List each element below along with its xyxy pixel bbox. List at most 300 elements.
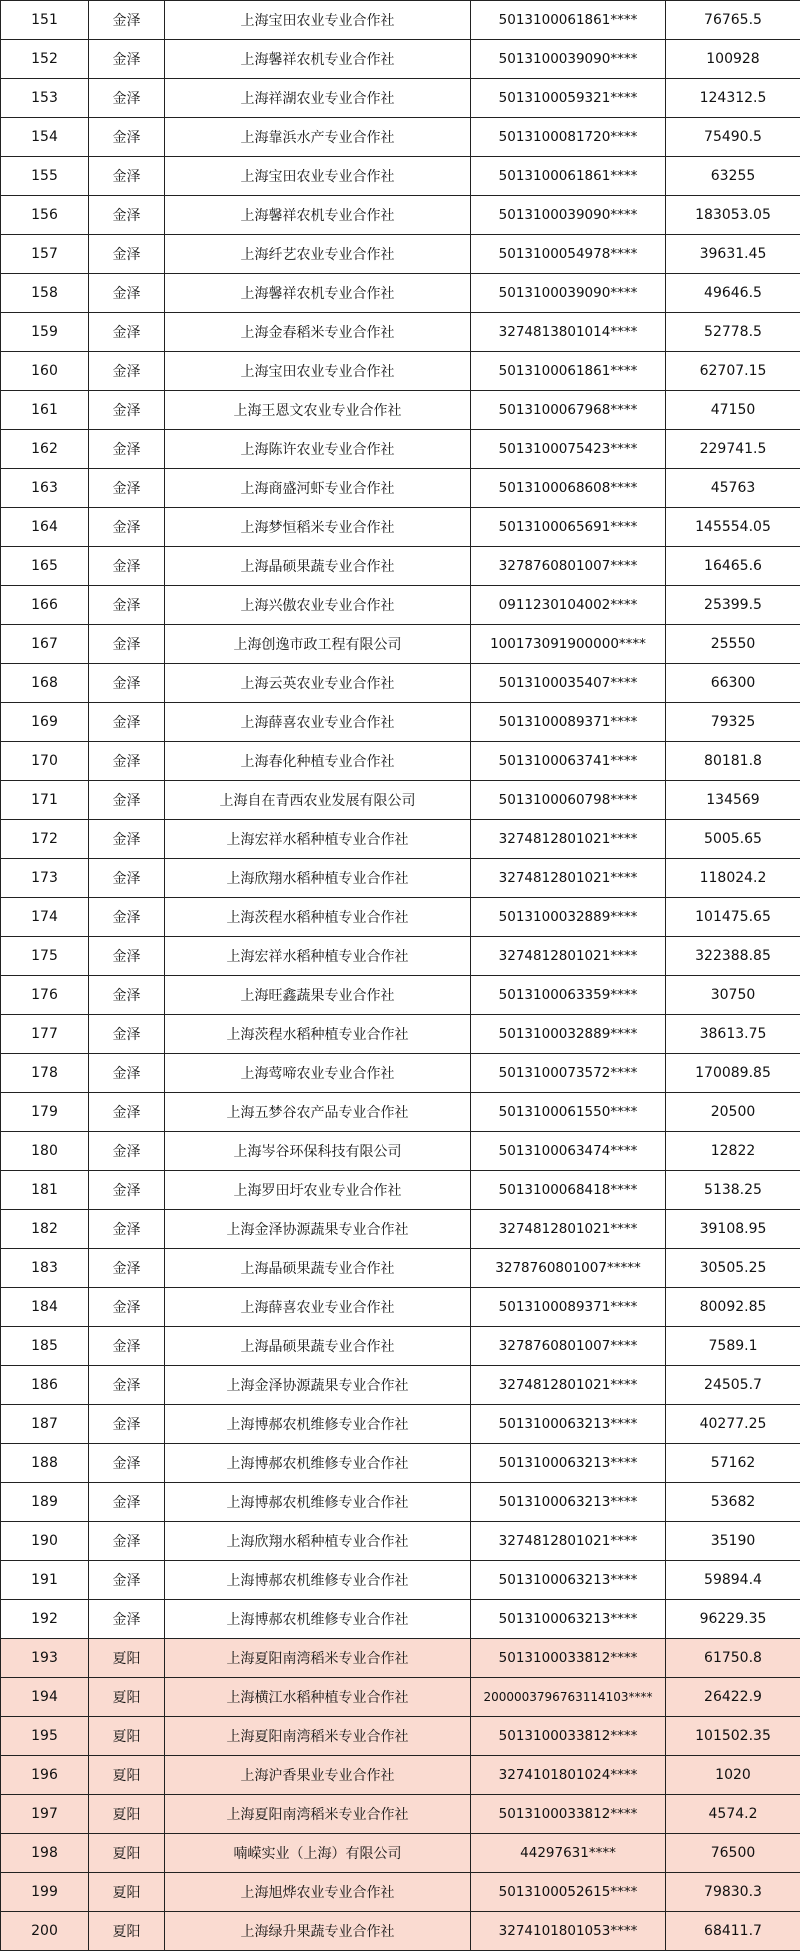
table-row (1, 391, 800, 430)
amount-cell: 68411.7 (666, 1912, 800, 1951)
organization-name-cell: 上海馨祥农机专业合作社 (165, 40, 471, 79)
town-cell: 金泽 (89, 469, 165, 508)
account-number-cell: 5013100089371**** (471, 1288, 666, 1327)
account-number-cell: 3274101801024**** (471, 1756, 666, 1795)
organization-name-cell: 上海王恩文农业专业合作社 (165, 391, 471, 430)
town-cell: 金泽 (89, 937, 165, 976)
row-number: 169 (1, 703, 89, 742)
row-number: 184 (1, 1288, 89, 1327)
town-cell: 金泽 (89, 1444, 165, 1483)
account-number-cell: 3274812801021**** (471, 1366, 666, 1405)
amount-cell: 39631.45 (666, 235, 800, 274)
table-row (1, 1912, 800, 1951)
row-number: 191 (1, 1561, 89, 1600)
organization-name-cell: 上海博郝农机维修专业合作社 (165, 1483, 471, 1522)
amount-cell: 4574.2 (666, 1795, 800, 1834)
account-number-cell: 5013100063213**** (471, 1405, 666, 1444)
town-cell: 夏阳 (89, 1678, 165, 1717)
account-number-cell: 5013100063474**** (471, 1132, 666, 1171)
organization-name-cell: 上海宏祥水稻种植专业合作社 (165, 937, 471, 976)
row-number: 174 (1, 898, 89, 937)
organization-name-cell: 上海欣翔水稻种植专业合作社 (165, 859, 471, 898)
amount-cell: 80092.85 (666, 1288, 800, 1327)
account-number-cell: 5013100063213**** (471, 1444, 666, 1483)
row-number: 175 (1, 937, 89, 976)
town-cell: 夏阳 (89, 1834, 165, 1873)
row-number: 166 (1, 586, 89, 625)
organization-name-cell: 上海商盛河虾专业合作社 (165, 469, 471, 508)
account-number-cell: 5013100059321**** (471, 79, 666, 118)
row-number: 181 (1, 1171, 89, 1210)
amount-cell: 12822 (666, 1132, 800, 1171)
row-number: 156 (1, 196, 89, 235)
table-row (1, 1483, 800, 1522)
account-number-cell: 5013100035407**** (471, 664, 666, 703)
town-cell: 夏阳 (89, 1717, 165, 1756)
table-row (1, 40, 800, 79)
account-number-cell: 5013100061861**** (471, 352, 666, 391)
amount-cell: 39108.95 (666, 1210, 800, 1249)
organization-name-cell: 上海博郝农机维修专业合作社 (165, 1561, 471, 1600)
account-number-cell: 5013100063359**** (471, 976, 666, 1015)
organization-name-cell: 上海金泽协源蔬果专业合作社 (165, 1210, 471, 1249)
amount-cell: 38613.75 (666, 1015, 800, 1054)
amount-cell: 76765.5 (666, 1, 800, 40)
organization-name-cell: 喃嵘实业（上海）有限公司 (165, 1834, 471, 1873)
account-number-cell: 5013100052615**** (471, 1873, 666, 1912)
row-number: 200 (1, 1912, 89, 1951)
amount-cell: 20500 (666, 1093, 800, 1132)
organization-name-cell: 上海博郝农机维修专业合作社 (165, 1405, 471, 1444)
town-cell: 金泽 (89, 1093, 165, 1132)
amount-cell: 63255 (666, 157, 800, 196)
table-row (1, 1756, 800, 1795)
row-number: 194 (1, 1678, 89, 1717)
town-cell: 金泽 (89, 1288, 165, 1327)
table-row (1, 664, 800, 703)
table-row (1, 1600, 800, 1639)
table-row (1, 976, 800, 1015)
town-cell: 金泽 (89, 898, 165, 937)
organization-name-cell: 上海馨祥农机专业合作社 (165, 196, 471, 235)
table-row (1, 430, 800, 469)
account-number-cell: 5013100061861**** (471, 157, 666, 196)
organization-name-cell: 上海靠浜水产专业合作社 (165, 118, 471, 157)
row-number: 186 (1, 1366, 89, 1405)
amount-cell: 62707.15 (666, 352, 800, 391)
organization-name-cell: 上海晶硕果蔬专业合作社 (165, 547, 471, 586)
organization-name-cell: 上海云英农业专业合作社 (165, 664, 471, 703)
town-cell: 金泽 (89, 430, 165, 469)
row-number: 199 (1, 1873, 89, 1912)
amount-cell: 45763 (666, 469, 800, 508)
amount-cell: 16465.6 (666, 547, 800, 586)
amount-cell: 40277.25 (666, 1405, 800, 1444)
organization-name-cell: 上海祥湖农业专业合作社 (165, 79, 471, 118)
row-number: 159 (1, 313, 89, 352)
row-number: 178 (1, 1054, 89, 1093)
amount-cell: 101475.65 (666, 898, 800, 937)
account-number-cell: 0911230104002**** (471, 586, 666, 625)
organization-name-cell: 上海旺鑫蔬果专业合作社 (165, 976, 471, 1015)
row-number: 165 (1, 547, 89, 586)
town-cell: 金泽 (89, 1249, 165, 1288)
organization-name-cell: 上海宏祥水稻种植专业合作社 (165, 820, 471, 859)
town-cell: 金泽 (89, 742, 165, 781)
table-row (1, 1717, 800, 1756)
organization-name-cell: 上海梦恒稻米专业合作社 (165, 508, 471, 547)
organization-name-cell: 上海薛喜农业专业合作社 (165, 703, 471, 742)
organization-name-cell: 上海莺啼农业专业合作社 (165, 1054, 471, 1093)
town-cell: 金泽 (89, 1405, 165, 1444)
amount-cell: 57162 (666, 1444, 800, 1483)
table-row (1, 1795, 800, 1834)
town-cell: 金泽 (89, 781, 165, 820)
row-number: 185 (1, 1327, 89, 1366)
amount-cell: 66300 (666, 664, 800, 703)
row-number: 196 (1, 1756, 89, 1795)
amount-cell: 101502.35 (666, 1717, 800, 1756)
town-cell: 金泽 (89, 1483, 165, 1522)
account-number-cell: 5013100033812**** (471, 1795, 666, 1834)
account-number-cell: 3274812801021**** (471, 1210, 666, 1249)
organization-name-cell: 上海五梦谷农产品专业合作社 (165, 1093, 471, 1132)
table-row (1, 1171, 800, 1210)
organization-name-cell: 上海绿升果蔬专业合作社 (165, 1912, 471, 1951)
town-cell: 金泽 (89, 1327, 165, 1366)
amount-cell: 35190 (666, 1522, 800, 1561)
table-row (1, 820, 800, 859)
town-cell: 金泽 (89, 235, 165, 274)
town-cell: 金泽 (89, 1171, 165, 1210)
town-cell: 金泽 (89, 1600, 165, 1639)
row-number: 168 (1, 664, 89, 703)
row-number: 163 (1, 469, 89, 508)
organization-name-cell: 上海夏阳南湾稻米专业合作社 (165, 1717, 471, 1756)
amount-cell: 79325 (666, 703, 800, 742)
amount-cell: 5138.25 (666, 1171, 800, 1210)
table-row (1, 313, 800, 352)
account-number-cell: 5013100033812**** (471, 1717, 666, 1756)
row-number: 170 (1, 742, 89, 781)
amount-cell: 7589.1 (666, 1327, 800, 1366)
account-number-cell: 5013100065691**** (471, 508, 666, 547)
account-number-cell: 3274812801021**** (471, 1522, 666, 1561)
table-row (1, 625, 800, 664)
organization-name-cell: 上海夏阳南湾稻米专业合作社 (165, 1639, 471, 1678)
town-cell: 金泽 (89, 1, 165, 40)
organization-name-cell: 上海宝田农业专业合作社 (165, 352, 471, 391)
table-row (1, 1093, 800, 1132)
amount-cell: 25399.5 (666, 586, 800, 625)
table-row (1, 703, 800, 742)
amount-cell: 75490.5 (666, 118, 800, 157)
organization-name-cell: 上海薛喜农业专业合作社 (165, 1288, 471, 1327)
account-number-cell: 3274812801021**** (471, 937, 666, 976)
table-row (1, 1015, 800, 1054)
amount-cell: 183053.05 (666, 196, 800, 235)
amount-cell: 145554.05 (666, 508, 800, 547)
row-number: 188 (1, 1444, 89, 1483)
account-number-cell: 5013100033812**** (471, 1639, 666, 1678)
row-number: 198 (1, 1834, 89, 1873)
amount-cell: 49646.5 (666, 274, 800, 313)
amount-cell: 26422.9 (666, 1678, 800, 1717)
organization-name-cell: 上海晶硕果蔬专业合作社 (165, 1249, 471, 1288)
table-row (1, 157, 800, 196)
account-number-cell: 5013100061550**** (471, 1093, 666, 1132)
town-cell: 夏阳 (89, 1912, 165, 1951)
table-row (1, 235, 800, 274)
town-cell: 金泽 (89, 703, 165, 742)
table-row (1, 937, 800, 976)
row-number: 176 (1, 976, 89, 1015)
row-number: 161 (1, 391, 89, 430)
organization-name-cell: 上海旭烨农业专业合作社 (165, 1873, 471, 1912)
amount-cell: 322388.85 (666, 937, 800, 976)
row-number: 151 (1, 1, 89, 40)
row-number: 162 (1, 430, 89, 469)
table-row (1, 1, 800, 40)
amount-cell: 53682 (666, 1483, 800, 1522)
town-cell: 金泽 (89, 625, 165, 664)
row-number: 192 (1, 1600, 89, 1639)
account-number-cell: 5013100067968**** (471, 391, 666, 430)
account-number-cell: 3274813801014**** (471, 313, 666, 352)
organization-name-cell: 上海纤艺农业专业合作社 (165, 235, 471, 274)
table-row (1, 1210, 800, 1249)
account-number-cell: 5013100068608**** (471, 469, 666, 508)
organization-name-cell: 上海创逸市政工程有限公司 (165, 625, 471, 664)
table-row (1, 1132, 800, 1171)
organization-name-cell: 上海罗田圩农业专业合作社 (165, 1171, 471, 1210)
town-cell: 金泽 (89, 157, 165, 196)
account-number-cell: 3274812801021**** (471, 859, 666, 898)
town-cell: 金泽 (89, 586, 165, 625)
row-number: 195 (1, 1717, 89, 1756)
organization-name-cell: 上海兴傲农业专业合作社 (165, 586, 471, 625)
town-cell: 金泽 (89, 118, 165, 157)
organization-name-cell: 上海博郝农机维修专业合作社 (165, 1600, 471, 1639)
row-number: 183 (1, 1249, 89, 1288)
row-number: 154 (1, 118, 89, 157)
table-row (1, 859, 800, 898)
account-number-cell: 5013100032889**** (471, 898, 666, 937)
table-row (1, 1678, 800, 1717)
row-number: 171 (1, 781, 89, 820)
town-cell: 金泽 (89, 1015, 165, 1054)
town-cell: 金泽 (89, 40, 165, 79)
amount-cell: 52778.5 (666, 313, 800, 352)
organization-name-cell: 上海茨程水稻种植专业合作社 (165, 898, 471, 937)
organization-name-cell: 上海茨程水稻种植专业合作社 (165, 1015, 471, 1054)
account-number-cell: 100173091900000**** (471, 625, 666, 664)
account-number-cell: 3274101801053**** (471, 1912, 666, 1951)
amount-cell: 61750.8 (666, 1639, 800, 1678)
organization-name-cell: 上海岑谷环保科技有限公司 (165, 1132, 471, 1171)
town-cell: 金泽 (89, 976, 165, 1015)
table-row (1, 547, 800, 586)
account-number-cell: 5013100073572**** (471, 1054, 666, 1093)
amount-cell: 80181.8 (666, 742, 800, 781)
row-number: 190 (1, 1522, 89, 1561)
account-number-cell: 5013100063213**** (471, 1483, 666, 1522)
table-row (1, 1639, 800, 1678)
account-number-cell: 5013100063213**** (471, 1600, 666, 1639)
town-cell: 夏阳 (89, 1756, 165, 1795)
town-cell: 金泽 (89, 820, 165, 859)
organization-name-cell: 上海夏阳南湾稻米专业合作社 (165, 1795, 471, 1834)
table-row (1, 1249, 800, 1288)
amount-cell: 59894.4 (666, 1561, 800, 1600)
amount-cell: 24505.7 (666, 1366, 800, 1405)
account-number-cell: 3278760801007***** (471, 1249, 666, 1288)
organization-name-cell: 上海自在青西农业发展有限公司 (165, 781, 471, 820)
table-row (1, 469, 800, 508)
table-row (1, 1444, 800, 1483)
account-number-cell: 5013100054978**** (471, 235, 666, 274)
amount-cell: 76500 (666, 1834, 800, 1873)
amount-cell: 25550 (666, 625, 800, 664)
town-cell: 金泽 (89, 352, 165, 391)
organization-name-cell: 上海金泽协源蔬果专业合作社 (165, 1366, 471, 1405)
table-row (1, 586, 800, 625)
organization-name-cell: 上海宝田农业专业合作社 (165, 1, 471, 40)
amount-cell: 30505.25 (666, 1249, 800, 1288)
table-row (1, 1405, 800, 1444)
table-body (1, 1, 800, 1951)
row-number: 177 (1, 1015, 89, 1054)
account-number-cell: 3278760801007**** (471, 547, 666, 586)
row-number: 180 (1, 1132, 89, 1171)
row-number: 189 (1, 1483, 89, 1522)
account-number-cell: 5013100039090**** (471, 196, 666, 235)
town-cell: 金泽 (89, 1561, 165, 1600)
town-cell: 金泽 (89, 1132, 165, 1171)
account-number-cell: 2000003796763114103**** (471, 1678, 666, 1717)
table-row (1, 1561, 800, 1600)
account-number-cell: 5013100068418**** (471, 1171, 666, 1210)
account-number-cell: 44297631**** (471, 1834, 666, 1873)
account-number-cell: 3278760801007**** (471, 1327, 666, 1366)
amount-cell: 134569 (666, 781, 800, 820)
organization-name-cell: 上海横江水稻种植专业合作社 (165, 1678, 471, 1717)
organization-name-cell: 上海陈许农业专业合作社 (165, 430, 471, 469)
account-number-cell: 3274812801021**** (471, 820, 666, 859)
row-number: 187 (1, 1405, 89, 1444)
table-row (1, 1366, 800, 1405)
account-number-cell: 5013100032889**** (471, 1015, 666, 1054)
row-number: 160 (1, 352, 89, 391)
table-row (1, 781, 800, 820)
amount-cell: 118024.2 (666, 859, 800, 898)
row-number: 164 (1, 508, 89, 547)
amount-cell: 124312.5 (666, 79, 800, 118)
town-cell: 金泽 (89, 313, 165, 352)
row-number: 179 (1, 1093, 89, 1132)
account-number-cell: 5013100039090**** (471, 40, 666, 79)
organization-name-cell: 上海博郝农机维修专业合作社 (165, 1444, 471, 1483)
table-row (1, 118, 800, 157)
row-number: 155 (1, 157, 89, 196)
town-cell: 金泽 (89, 664, 165, 703)
amount-cell: 47150 (666, 391, 800, 430)
town-cell: 金泽 (89, 1522, 165, 1561)
row-number: 152 (1, 40, 89, 79)
account-number-cell: 5013100039090**** (471, 274, 666, 313)
table-row (1, 274, 800, 313)
organization-name-cell: 上海金春稻米专业合作社 (165, 313, 471, 352)
table-row (1, 1288, 800, 1327)
organization-name-cell: 上海欣翔水稻种植专业合作社 (165, 1522, 471, 1561)
amount-cell: 5005.65 (666, 820, 800, 859)
account-number-cell: 5013100075423**** (471, 430, 666, 469)
town-cell: 金泽 (89, 547, 165, 586)
table-row (1, 352, 800, 391)
amount-cell: 1020 (666, 1756, 800, 1795)
amount-cell: 100928 (666, 40, 800, 79)
table-row (1, 508, 800, 547)
table-row (1, 1873, 800, 1912)
amount-cell: 170089.85 (666, 1054, 800, 1093)
account-number-cell: 5013100089371**** (471, 703, 666, 742)
town-cell: 夏阳 (89, 1639, 165, 1678)
row-number: 173 (1, 859, 89, 898)
amount-cell: 79830.3 (666, 1873, 800, 1912)
account-number-cell: 5013100081720**** (471, 118, 666, 157)
town-cell: 夏阳 (89, 1873, 165, 1912)
account-number-cell: 5013100060798**** (471, 781, 666, 820)
town-cell: 金泽 (89, 508, 165, 547)
account-number-cell: 5013100063741**** (471, 742, 666, 781)
row-number: 157 (1, 235, 89, 274)
table-row (1, 1522, 800, 1561)
organization-name-cell: 上海馨祥农机专业合作社 (165, 274, 471, 313)
organization-name-cell: 上海晶硕果蔬专业合作社 (165, 1327, 471, 1366)
town-cell: 金泽 (89, 79, 165, 118)
amount-cell: 30750 (666, 976, 800, 1015)
table-row (1, 898, 800, 937)
town-cell: 金泽 (89, 391, 165, 430)
table-row (1, 742, 800, 781)
table-row (1, 1834, 800, 1873)
town-cell: 金泽 (89, 1366, 165, 1405)
row-number: 153 (1, 79, 89, 118)
row-number: 197 (1, 1795, 89, 1834)
table-row (1, 79, 800, 118)
row-number: 172 (1, 820, 89, 859)
row-number: 182 (1, 1210, 89, 1249)
town-cell: 金泽 (89, 1210, 165, 1249)
town-cell: 金泽 (89, 274, 165, 313)
amount-cell: 229741.5 (666, 430, 800, 469)
row-number: 167 (1, 625, 89, 664)
town-cell: 金泽 (89, 196, 165, 235)
town-cell: 夏阳 (89, 1795, 165, 1834)
account-number-cell: 5013100061861**** (471, 1, 666, 40)
row-number: 193 (1, 1639, 89, 1678)
row-number: 158 (1, 274, 89, 313)
organization-name-cell: 上海沪香果业专业合作社 (165, 1756, 471, 1795)
account-number-cell: 5013100063213**** (471, 1561, 666, 1600)
table-row (1, 1327, 800, 1366)
organization-name-cell: 上海春化种植专业合作社 (165, 742, 471, 781)
town-cell: 金泽 (89, 859, 165, 898)
town-cell: 金泽 (89, 1054, 165, 1093)
table-row (1, 196, 800, 235)
table-row (1, 1054, 800, 1093)
organization-name-cell: 上海宝田农业专业合作社 (165, 157, 471, 196)
